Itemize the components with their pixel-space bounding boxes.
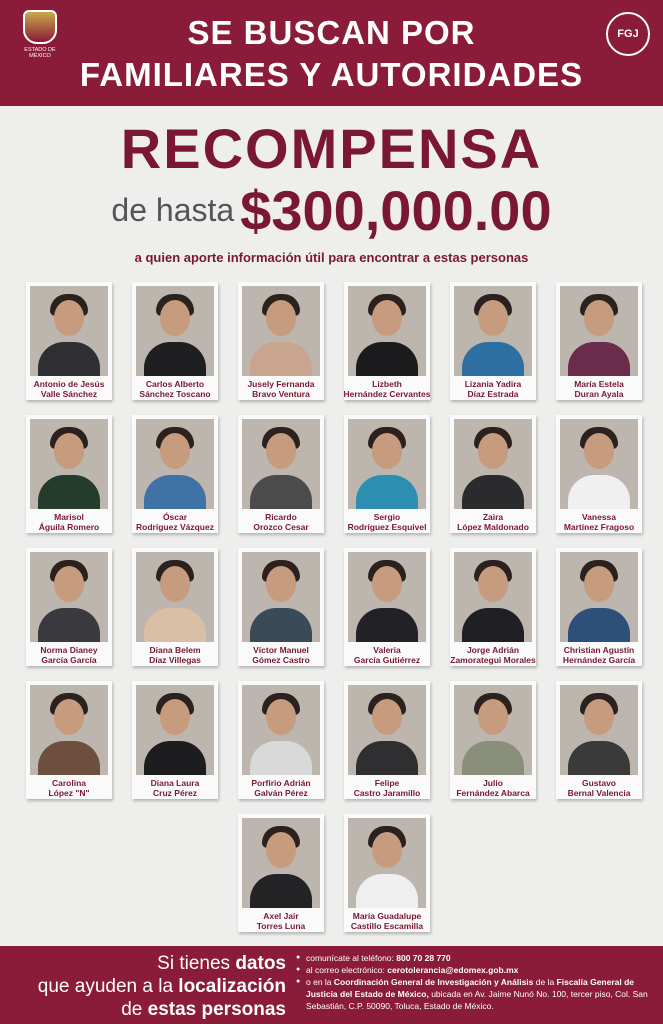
person-card <box>556 282 642 400</box>
phone-number[interactable]: 800 70 28 770 <box>396 953 451 963</box>
person-photo <box>454 685 532 775</box>
person-photo <box>136 552 214 642</box>
person-name <box>126 645 224 665</box>
person-name <box>232 645 330 665</box>
reward-amount-line <box>0 178 663 243</box>
person-photo <box>30 552 108 642</box>
person-last-name: Díaz Estrada <box>467 389 519 399</box>
person-last-name: López "N" <box>48 788 90 798</box>
person-photo <box>136 419 214 509</box>
person-first-name: Lizania Yadira <box>464 379 522 389</box>
person-name <box>126 379 224 399</box>
person-name <box>550 645 648 665</box>
person-card <box>450 282 536 400</box>
person-name <box>20 645 118 665</box>
person-last-name: Hernández Cervantes <box>343 389 431 399</box>
person-name <box>232 512 330 532</box>
person-first-name: Marisol <box>54 512 84 522</box>
person-photo <box>30 419 108 509</box>
person-name <box>338 778 436 798</box>
person-photo <box>242 552 320 642</box>
person-last-name: Fernández Abarca <box>456 788 530 798</box>
person-photo <box>348 286 426 376</box>
person-card <box>344 548 430 666</box>
person-name <box>444 379 542 399</box>
person-photo <box>242 286 320 376</box>
person-last-name: Galván Pérez <box>254 788 308 798</box>
person-name <box>232 911 330 931</box>
reward-prefix: de hasta <box>111 192 235 228</box>
person-last-name: Castillo Escamilla <box>350 921 424 931</box>
person-first-name: Diana Laura <box>150 778 200 788</box>
reward-title: RECOMPENSA <box>120 117 543 180</box>
person-photo <box>242 818 320 908</box>
person-last-name: Cruz Pérez <box>153 788 197 798</box>
person-card <box>344 814 430 932</box>
person-card <box>26 282 112 400</box>
person-first-name: Lizbeth <box>372 379 402 389</box>
person-first-name: Diana Belem <box>149 645 201 655</box>
person-last-name: Zamorategui Morales <box>450 655 536 665</box>
person-card <box>238 548 324 666</box>
person-name <box>338 379 436 399</box>
person-photo <box>136 685 214 775</box>
person-last-name: Águila Romero <box>38 522 100 532</box>
person-name <box>232 778 330 798</box>
footer-call-to-action: Si tienes datos que ayuden a la localización de estas personas <box>37 953 286 1020</box>
person-first-name: Felipe <box>374 778 400 788</box>
person-card <box>238 814 324 932</box>
person-first-name: Sergio <box>373 512 401 522</box>
person-last-name: Hernández García <box>562 655 636 665</box>
person-last-name: López Maldonado <box>457 522 529 532</box>
seal-label: ESTADO DE MÉXICO <box>24 47 56 59</box>
person-photo <box>242 685 320 775</box>
footer-contact-list <box>296 952 654 1012</box>
person-card <box>556 681 642 799</box>
email-link[interactable]: cerotolerancia@edomex.gob.mx <box>387 965 519 975</box>
person-card <box>556 415 642 533</box>
person-name <box>338 512 436 532</box>
person-last-name: Díaz Villegas <box>149 655 201 665</box>
person-first-name: María Estela <box>574 379 624 389</box>
person-photo <box>454 552 532 642</box>
person-card <box>238 282 324 400</box>
person-first-name: Valeria <box>373 645 401 655</box>
person-name <box>444 645 542 665</box>
person-card <box>132 282 218 400</box>
contact-phone: ● comunícate al teléfono: 800 70 28 770 <box>296 952 654 964</box>
person-photo <box>560 419 638 509</box>
person-name <box>338 645 436 665</box>
person-first-name: Julio <box>483 778 503 788</box>
person-name <box>444 778 542 798</box>
person-card <box>132 415 218 533</box>
person-last-name: Torres Luna <box>256 921 306 931</box>
person-last-name: Castro Jaramillo <box>353 788 421 798</box>
headline-line-1: SE BUSCAN POR <box>187 14 476 51</box>
header-banner <box>0 0 663 106</box>
person-name <box>126 512 224 532</box>
person-first-name: Christian Agustín <box>563 645 635 655</box>
person-name <box>550 778 648 798</box>
reward-subtitle: a quien aporte información útil para encontrar a estas personas <box>134 250 529 265</box>
person-first-name: Antonio de Jesús <box>33 379 105 389</box>
person-card <box>450 548 536 666</box>
person-name <box>444 512 542 532</box>
person-last-name: Sánchez Toscano <box>139 389 211 399</box>
person-name <box>20 379 118 399</box>
person-last-name: Bernal Valencia <box>567 788 631 798</box>
person-last-name: Martínez Fragoso <box>563 522 635 532</box>
person-photo <box>454 419 532 509</box>
person-name <box>20 512 118 532</box>
person-card <box>344 681 430 799</box>
person-card <box>344 282 430 400</box>
person-first-name: Óscar <box>162 512 188 522</box>
person-first-name: Vanessa <box>581 512 617 522</box>
person-photo <box>348 818 426 908</box>
person-first-name: Víctor Manuel <box>253 645 309 655</box>
person-photo <box>242 419 320 509</box>
person-card <box>344 415 430 533</box>
person-last-name: Bravo Ventura <box>252 389 310 399</box>
person-photo <box>560 552 638 642</box>
person-photo <box>348 552 426 642</box>
person-name <box>232 379 330 399</box>
person-first-name: Porfirio Adrián <box>251 778 311 788</box>
person-photo <box>454 286 532 376</box>
person-first-name: Jorge Adrián <box>466 645 520 655</box>
reward-amount: $300,000.00 <box>240 179 552 242</box>
person-name <box>20 778 118 798</box>
fgj-logo-icon: FGJ <box>606 12 650 56</box>
person-first-name: Axel Jair <box>263 911 299 921</box>
person-first-name: Norma Dianey <box>40 645 98 655</box>
person-card <box>26 681 112 799</box>
person-card <box>450 681 536 799</box>
person-last-name: Valle Sánchez <box>40 389 98 399</box>
person-photo <box>560 286 638 376</box>
person-first-name: Carolina <box>51 778 86 788</box>
person-name <box>338 911 436 931</box>
person-card <box>26 548 112 666</box>
person-name <box>126 778 224 798</box>
person-last-name: García García <box>41 655 97 665</box>
person-name <box>550 512 648 532</box>
person-last-name: Orozco Cesar <box>253 522 309 532</box>
person-last-name: Gómez Castro <box>252 655 310 665</box>
person-first-name: Ricardo <box>265 512 297 522</box>
contact-office: ● o en la Coordinación General de Investigación y Análisis de la Fiscalía General de Justicia del Estado de México, ubicada en Av. Jaime Nunó No. 100, tercer piso, Col. San Sebastián, C.P. 50090, Toluca, Estado de México. <box>296 976 654 1012</box>
person-last-name: Rodríguez Esquivel <box>347 522 427 532</box>
person-first-name: Jusely Fernanda <box>247 379 315 389</box>
person-card <box>556 548 642 666</box>
person-first-name: Zaira <box>482 512 504 522</box>
person-photo <box>30 286 108 376</box>
footer-contact-banner <box>0 946 663 1024</box>
person-first-name: Carlos Alberto <box>145 379 205 389</box>
person-name <box>550 379 648 399</box>
person-photo <box>348 685 426 775</box>
person-last-name: García Gutiérrez <box>353 655 421 665</box>
person-card <box>132 548 218 666</box>
person-photo <box>348 419 426 509</box>
person-card <box>238 681 324 799</box>
contact-email: ● al correo electrónico: cerotolerancia@edomex.gob.mx <box>296 964 654 976</box>
person-last-name: Duran Ayala <box>574 389 624 399</box>
person-first-name: Gustavo <box>581 778 616 788</box>
person-card <box>132 681 218 799</box>
person-last-name: Rodríguez Vázquez <box>136 522 214 532</box>
person-card <box>450 415 536 533</box>
person-photo <box>30 685 108 775</box>
person-card <box>238 415 324 533</box>
person-first-name: María Guadalupe <box>352 911 422 921</box>
headline-line-2: FAMILIARES Y AUTORIDADES <box>79 56 584 93</box>
person-photo <box>560 685 638 775</box>
person-card <box>26 415 112 533</box>
person-photo <box>136 286 214 376</box>
